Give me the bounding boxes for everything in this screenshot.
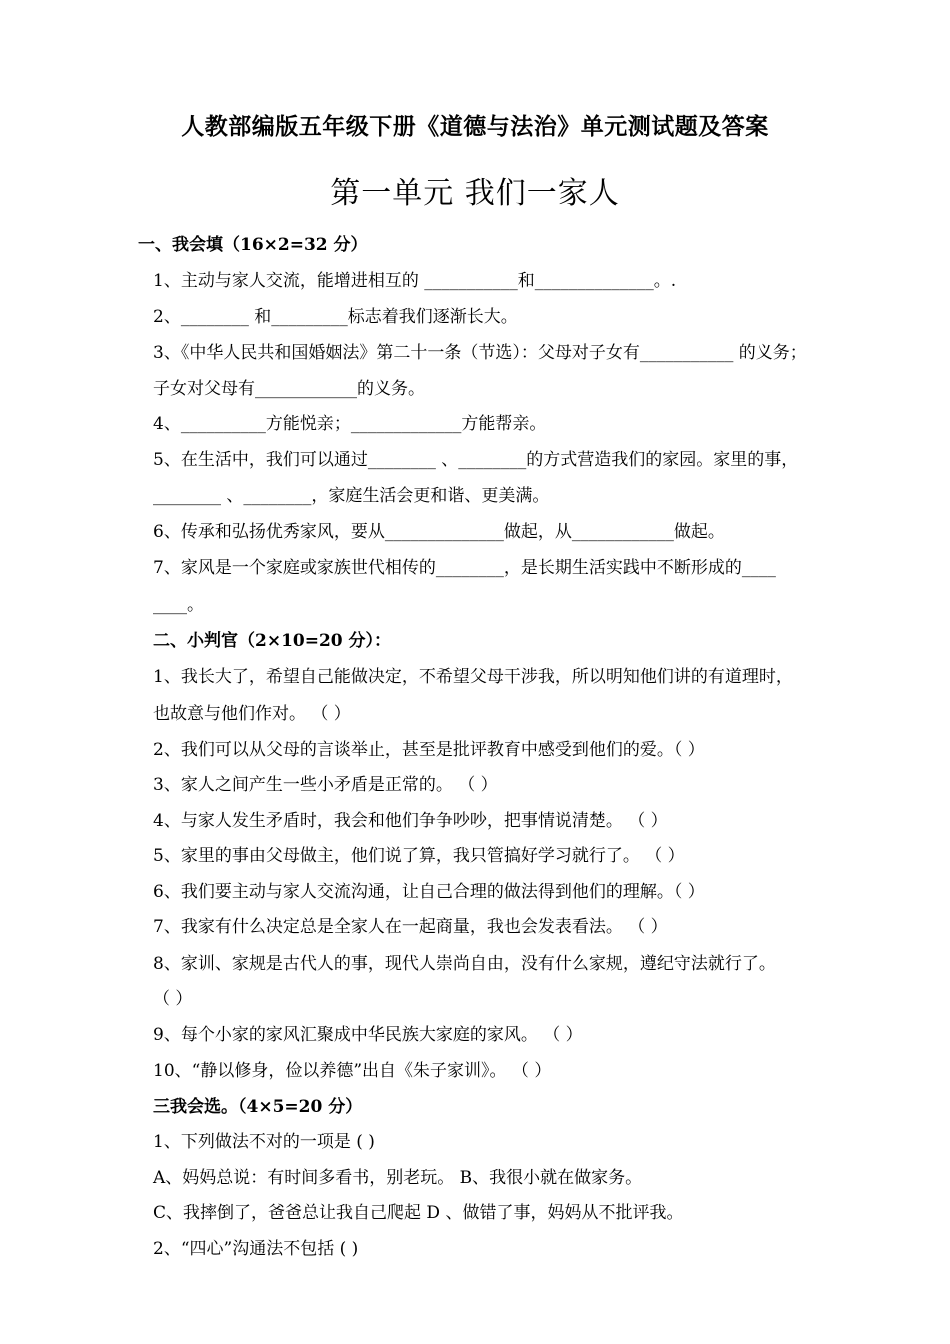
question-line: 5、家里的事由父母做主，他们说了算，我只管搞好学习就行了。 （ ） bbox=[153, 846, 685, 866]
question-line: 4、与家人发生矛盾时，我会和他们争争吵吵，把事情说清楚。 （ ） bbox=[153, 811, 668, 831]
question-line: 2、我们可以从父母的言谈举止，甚至是批评教育中感受到他们的爱。（ ） bbox=[153, 740, 705, 760]
question-line: 5、在生活中，我们可以通过________ 、________的方式营造我们的家园。家里的事， bbox=[153, 450, 799, 470]
option-line: C、我摔倒了，爸爸总让我自己爬起 D 、做错了事，妈妈从不批评我。 bbox=[153, 1203, 684, 1223]
question-line: 9、每个小家的家风汇聚成中华民族大家庭的家风。 （ ） bbox=[153, 1025, 583, 1045]
section-heading-fill: 一、我会填（16×2=32 分） bbox=[138, 235, 368, 255]
question-line: （ ） bbox=[153, 989, 193, 1009]
question-line: 7、家风是一个家庭或家族世代相传的________，是长期生活实践中不断形成的____ bbox=[153, 558, 776, 578]
question-line: 4、__________方能悦亲；_____________方能帮亲。 bbox=[153, 414, 547, 434]
question-line: 6、我们要主动与家人交流沟通，让自己合理的做法得到他们的理解。（ ） bbox=[153, 882, 705, 902]
question-line: 10、“静以修身，俭以养德”出自《朱子家训》。 （ ） bbox=[153, 1061, 552, 1081]
question-line: 1、我长大了，希望自己能做决定，不希望父母干涉我，所以明知他们讲的有道理时， bbox=[153, 667, 793, 687]
question-line: 子女对父母有____________的义务。 bbox=[153, 379, 425, 399]
question-line: 7、我家有什么决定总是全家人在一起商量，我也会发表看法。 （ ） bbox=[153, 917, 668, 937]
document-title: 人教部编版五年级下册《道德与法治》单元测试题及答案 bbox=[181, 114, 769, 140]
question-line: 1、下列做法不对的一项是 ( ) bbox=[153, 1132, 375, 1152]
question-line: ____。 bbox=[153, 595, 204, 615]
unit-title: 第一单元 我们一家人 bbox=[330, 176, 620, 211]
question-line: 8、家训、家规是古代人的事，现代人崇尚自由，没有什么家规，遵纪守法就行了。 bbox=[153, 954, 776, 974]
option-line: A、妈妈总说：有时间多看书，别老玩。 B、我很小就在做家务。 bbox=[153, 1168, 643, 1188]
question-line: 2、“四心”沟通法不包括 ( ) bbox=[153, 1239, 359, 1259]
question-line: 3、家人之间产生一些小矛盾是正常的。 （ ） bbox=[153, 775, 498, 795]
question-line: 6、传承和弘扬优秀家风，要从______________做起，从____________做起。 bbox=[153, 522, 725, 542]
question-line: ________ 、________，家庭生活会更和谐、更美满。 bbox=[153, 486, 550, 506]
question-line: 1、主动与家人交流，能增进相互的 ___________和______________。. bbox=[153, 271, 677, 291]
question-line: 也故意与他们作对。 （ ） bbox=[153, 704, 351, 724]
section-heading-choose: 三我会选。（4×5=20 分） bbox=[153, 1097, 363, 1117]
question-line: 2、________ 和_________标志着我们逐渐长大。 bbox=[153, 307, 518, 327]
question-line: 3、《中华人民共和国婚姻法》第二十一条（节选）：父母对子女有___________ 的义务； bbox=[153, 343, 807, 363]
section-heading-judge: 二、小判官（2×10=20 分）： bbox=[153, 631, 392, 651]
